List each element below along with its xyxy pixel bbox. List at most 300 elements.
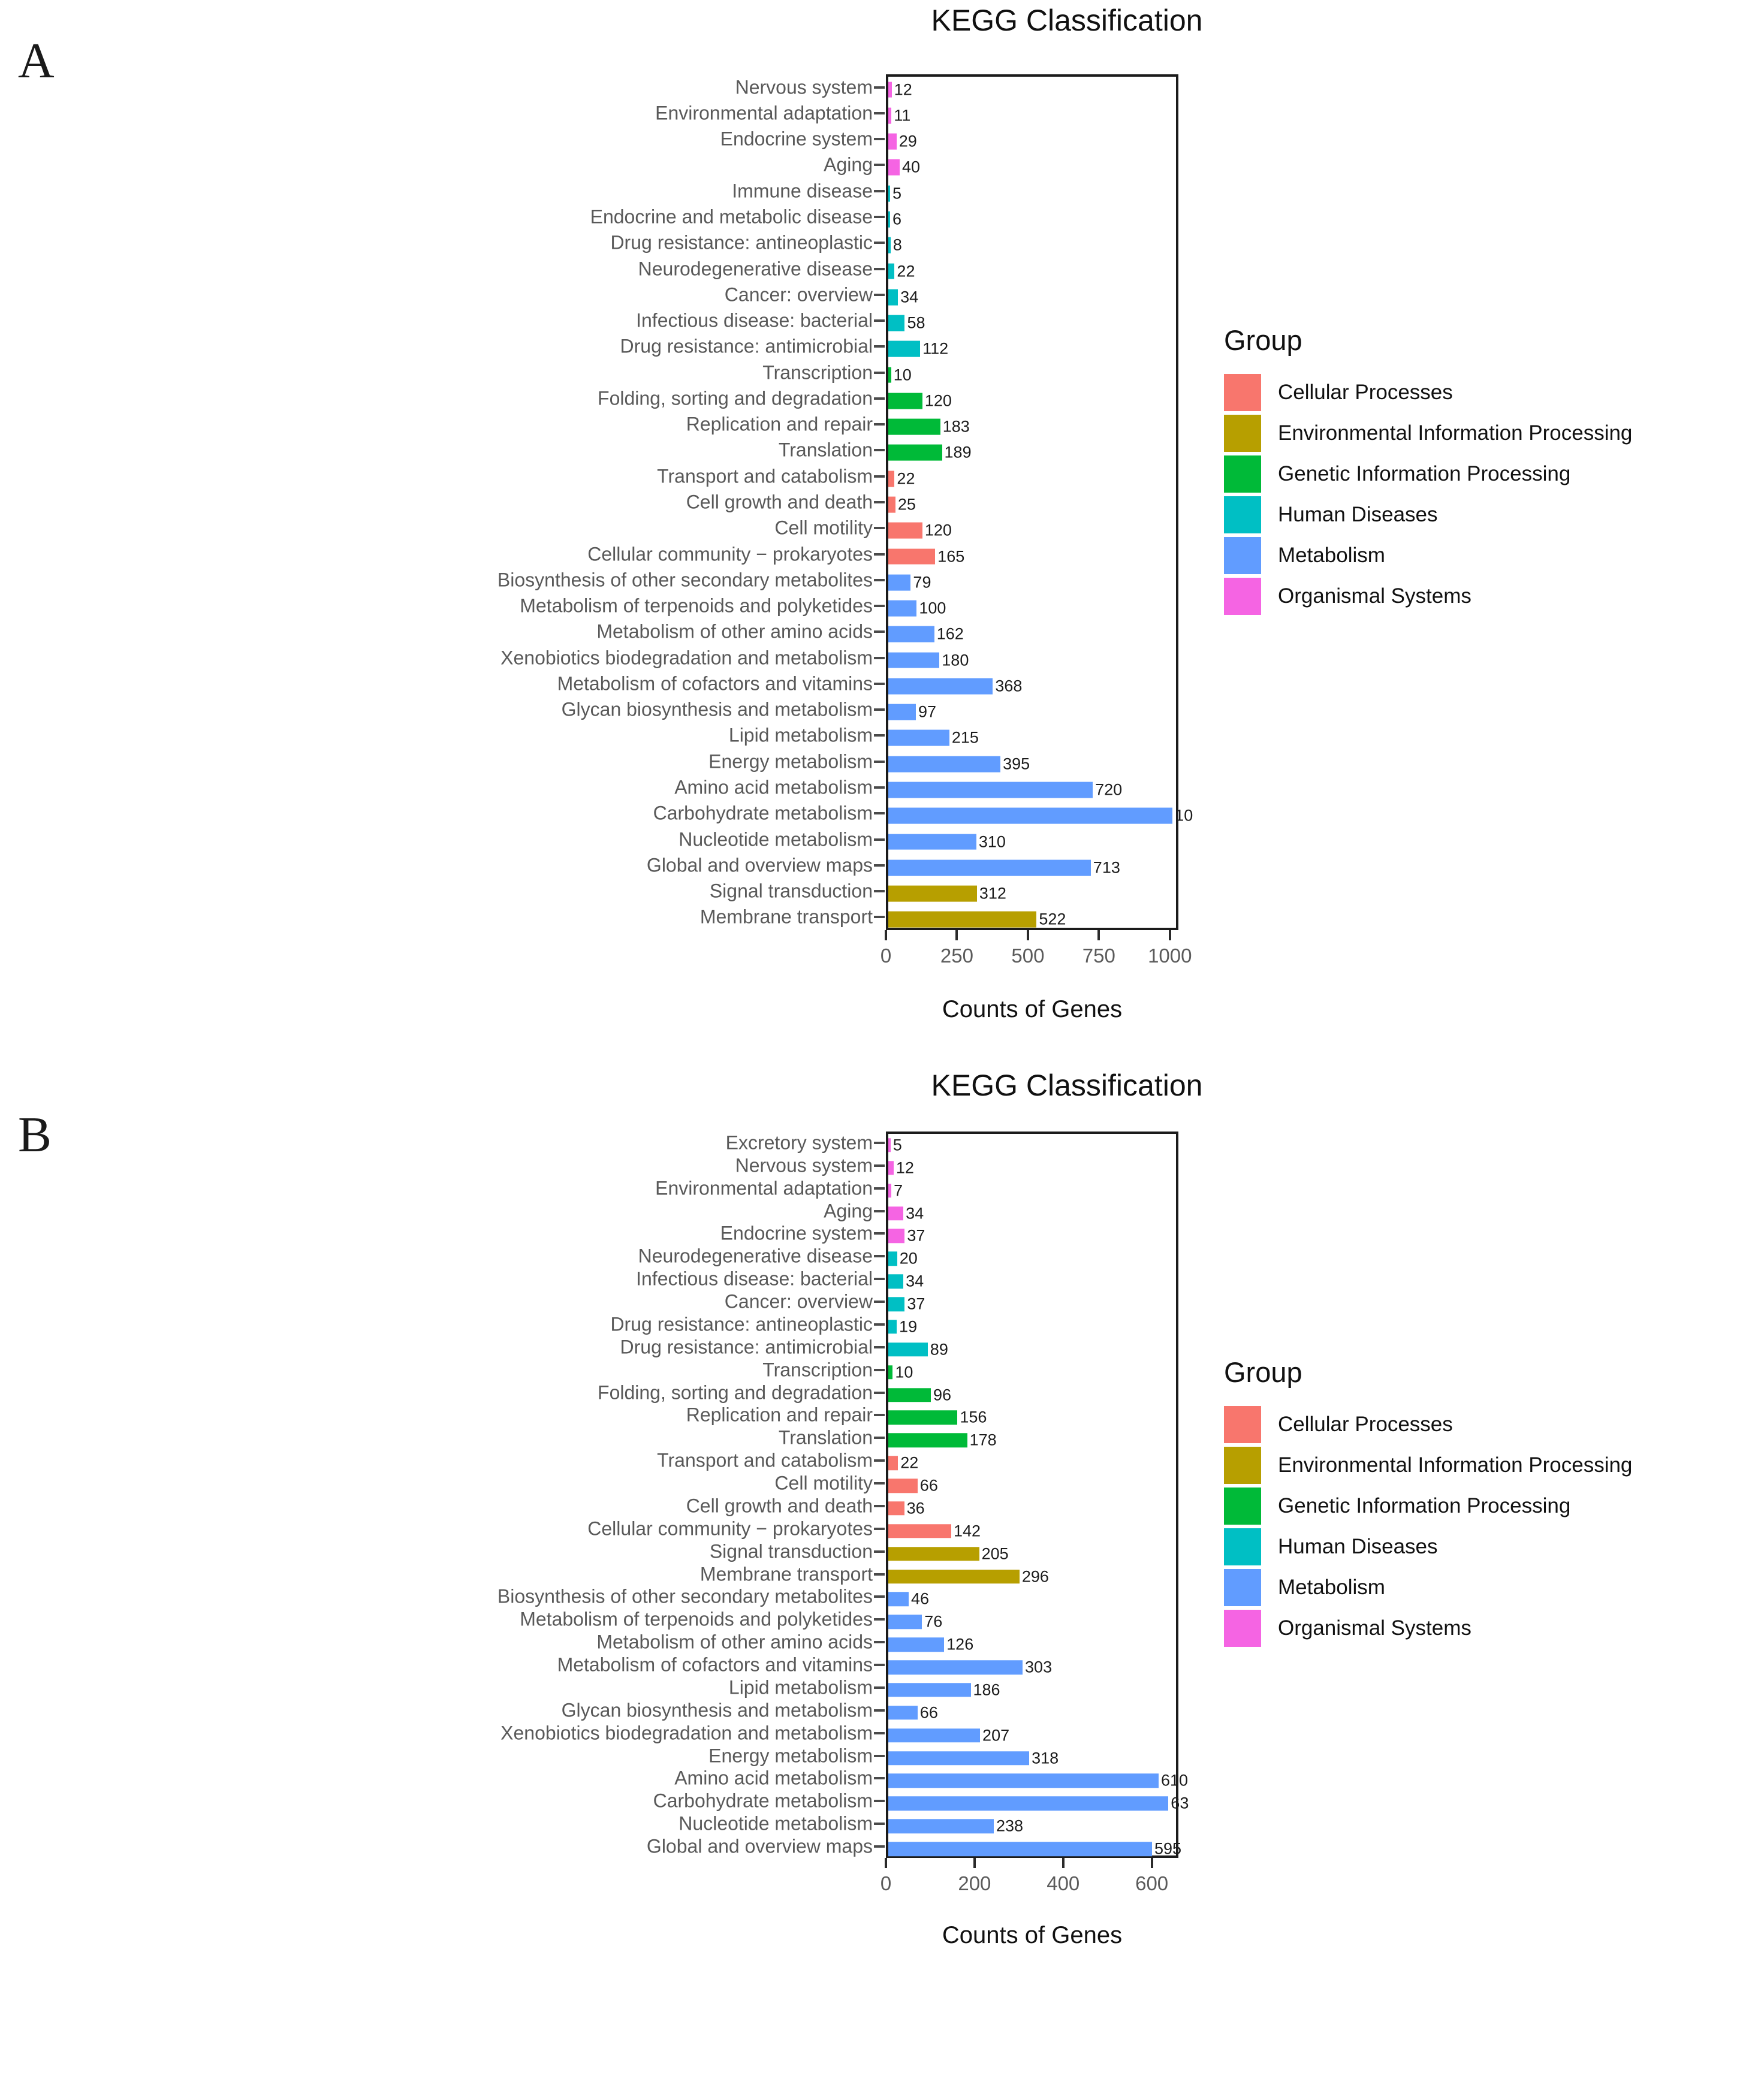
y-axis-category-label: Nucleotide metabolism <box>679 828 873 850</box>
bar[interactable] <box>888 1138 891 1152</box>
legend-item[interactable] <box>1224 413 1632 454</box>
y-axis-tick <box>874 838 885 841</box>
bar[interactable] <box>888 1161 894 1175</box>
legend-item[interactable] <box>1224 1404 1632 1445</box>
bar[interactable] <box>888 107 891 123</box>
bar-row[interactable] <box>888 621 1176 647</box>
legend-a <box>1224 324 1632 617</box>
y-axis-category-label: Environmental adaptation <box>655 102 873 124</box>
bar-value-label: 5 <box>892 184 902 203</box>
bar-row[interactable] <box>888 129 1176 155</box>
x-axis-tick-label: 500 <box>1011 945 1045 967</box>
y-axis-category-label: Infectious disease: bacterial <box>636 1268 873 1290</box>
bar[interactable] <box>888 1229 904 1243</box>
y-axis-tick <box>874 734 885 737</box>
bar-row[interactable] <box>888 1543 1176 1565</box>
bar[interactable] <box>888 1501 904 1515</box>
bar[interactable] <box>888 678 993 694</box>
x-axis-tick <box>1097 930 1100 940</box>
bar-row[interactable] <box>888 1474 1176 1497</box>
bar-value-label: 63 <box>1171 1794 1189 1812</box>
bar[interactable] <box>888 367 891 383</box>
y-axis-category-label: Neurodegenerative disease <box>638 1245 873 1267</box>
legend-b <box>1224 1356 1632 1649</box>
bar-value-label: 303 <box>1025 1658 1053 1676</box>
bar-row[interactable] <box>888 1361 1176 1384</box>
y-axis-tick <box>874 1164 885 1167</box>
legend-title-b: Group <box>1224 1356 1302 1388</box>
bar[interactable] <box>888 1320 897 1333</box>
y-axis-tick <box>874 1278 885 1280</box>
bar-row[interactable] <box>888 803 1193 829</box>
bar[interactable] <box>888 1774 1159 1788</box>
bar-value-label: 156 <box>960 1408 987 1426</box>
bar-row[interactable] <box>888 673 1176 699</box>
bar[interactable] <box>888 886 977 902</box>
y-axis-category-label: Cellular community − prokaryotes <box>587 543 873 565</box>
y-axis-category-label: Translation <box>778 1426 873 1449</box>
bar[interactable] <box>888 1388 931 1402</box>
bar-value-label: 180 <box>942 651 969 669</box>
y-axis-tick <box>874 1142 885 1144</box>
y-axis-category-label: Aging <box>824 1200 873 1222</box>
bar-row[interactable] <box>888 699 1176 725</box>
x-axis-tick-label: 400 <box>1047 1872 1080 1894</box>
y-axis-category-label: Drug resistance: antimicrobial <box>620 335 873 357</box>
y-axis-tick <box>874 1323 885 1326</box>
y-axis-category-label: Drug resistance: antineoplastic <box>610 231 873 254</box>
y-axis-tick <box>874 527 885 529</box>
bar[interactable] <box>888 1819 994 1833</box>
bar-row[interactable] <box>888 777 1176 802</box>
x-axis-tick-label: 0 <box>880 1872 892 1894</box>
y-axis-category-label: Cancer: overview <box>724 283 873 306</box>
y-axis-category-label: Immune disease <box>732 180 873 202</box>
legend-item[interactable] <box>1224 454 1632 494</box>
bar-row[interactable] <box>888 1179 1176 1202</box>
bar-row[interactable] <box>888 647 1176 673</box>
y-axis-tick <box>874 579 885 581</box>
chart-title-b: KEGG Classification <box>931 1069 1203 1102</box>
bar-row[interactable] <box>888 77 1176 102</box>
bar-value-label: 22 <box>900 1453 919 1472</box>
bar[interactable] <box>888 159 900 176</box>
bar-value-label: 205 <box>981 1544 1009 1563</box>
bar[interactable] <box>888 1184 891 1197</box>
y-axis-category-label: Cancer: overview <box>724 1290 873 1312</box>
legend-item-label: Organismal Systems <box>1278 1616 1471 1640</box>
bar-row[interactable] <box>888 491 1176 517</box>
bar-row[interactable] <box>888 1815 1176 1837</box>
bar-row[interactable] <box>888 1792 1189 1815</box>
bar-value-label: 395 <box>1003 755 1030 773</box>
legend-color-swatch-icon <box>1224 578 1261 615</box>
bar[interactable] <box>888 263 894 279</box>
y-axis-tick <box>874 1595 885 1598</box>
bar-row[interactable] <box>888 1610 1176 1633</box>
bar[interactable] <box>888 1524 951 1538</box>
bar-value-label: 162 <box>936 624 964 643</box>
bar[interactable] <box>888 1411 957 1425</box>
y-axis-category-label: Transport and catabolism <box>657 1449 873 1471</box>
y-axis-category-label: Carbohydrate metabolism <box>653 802 873 824</box>
bar-row[interactable] <box>888 310 1176 336</box>
legend-item[interactable] <box>1224 1608 1632 1649</box>
bar-row[interactable] <box>888 1225 1176 1248</box>
y-axis-category-label: Membrane transport <box>699 1563 873 1585</box>
y-axis-category-label: Infectious disease: bacterial <box>636 309 873 331</box>
bar-row[interactable] <box>888 1157 1176 1179</box>
bar-row[interactable] <box>888 1247 1176 1270</box>
bar-value-label: 46 <box>911 1589 930 1608</box>
y-axis-tick <box>874 1641 885 1643</box>
bar-value-label: 178 <box>969 1431 997 1449</box>
y-axis-tick <box>874 423 885 426</box>
bar[interactable] <box>888 419 940 435</box>
bar-value-label: 8 <box>892 236 902 254</box>
bar-row[interactable] <box>888 102 1176 128</box>
y-axis-category-label: Aging <box>824 153 873 176</box>
bar-value-label: 368 <box>995 677 1023 695</box>
x-axis-tick <box>973 1858 976 1868</box>
bar[interactable] <box>888 756 1000 772</box>
bar-value-label: 76 <box>924 1612 943 1631</box>
y-axis-category-label: Xenobiotics biodegradation and metabolism <box>500 647 873 669</box>
bar-row[interactable] <box>888 1656 1176 1679</box>
bar-row[interactable] <box>888 1565 1176 1588</box>
legend-item-label: Cellular Processes <box>1278 1413 1453 1436</box>
legend-item-label: Genetic Information Processing <box>1278 462 1571 485</box>
plot-area-a <box>886 74 1193 930</box>
bar-value-label: 37 <box>907 1226 925 1245</box>
y-axis-category-label: Nervous system <box>735 76 873 98</box>
bar-value-label: 20 <box>899 1249 918 1268</box>
y-axis-tick <box>874 86 885 89</box>
bar-row[interactable] <box>888 1770 1189 1793</box>
x-axis-title-b: Counts of Genes <box>942 1922 1123 1948</box>
legend-item-label: Metabolism <box>1278 1576 1385 1599</box>
bar[interactable] <box>888 134 897 150</box>
bar-row[interactable] <box>888 751 1176 777</box>
bar-row[interactable] <box>888 362 1176 388</box>
x-axis-tick-label: 750 <box>1082 945 1115 967</box>
plot-area-b <box>886 1132 1189 1858</box>
bar-row[interactable] <box>888 1747 1176 1770</box>
legend-items-b <box>1224 1404 1632 1649</box>
bar-row[interactable] <box>888 1429 1176 1452</box>
bar-row[interactable] <box>888 180 1176 206</box>
bar-row[interactable] <box>888 440 1176 466</box>
bar-value-label: 22 <box>897 469 915 488</box>
y-axis-tick <box>874 1392 885 1394</box>
y-axis-category-label: Biosynthesis of other secondary metabolites <box>497 1585 873 1607</box>
bar-row[interactable] <box>888 518 1176 544</box>
bar-row[interactable] <box>888 1315 1176 1338</box>
y-axis-category-label: Cellular community − prokaryotes <box>587 1517 873 1540</box>
bar[interactable] <box>888 341 920 357</box>
bar-value-label: 58 <box>907 313 925 332</box>
legend-item[interactable] <box>1224 1486 1632 1526</box>
bar-value-label: 10 <box>893 366 912 384</box>
bar-value-label: 12 <box>895 1158 914 1177</box>
bar[interactable] <box>888 1342 928 1356</box>
legend-item[interactable] <box>1224 1526 1632 1567</box>
y-axis-tick <box>874 216 885 218</box>
legend-title-a: Group <box>1224 324 1302 356</box>
bar-row[interactable] <box>888 1452 1176 1474</box>
bar[interactable] <box>888 704 916 720</box>
y-axis-category-label: Biosynthesis of other secondary metabolites <box>497 569 873 591</box>
y-axis-tick <box>874 1777 885 1779</box>
legend-item-label: Environmental Information Processing <box>1278 421 1633 445</box>
bar[interactable] <box>888 859 1091 876</box>
bar-value-label: 112 <box>922 339 949 358</box>
bar[interactable] <box>888 1252 897 1266</box>
bar[interactable] <box>888 912 1036 928</box>
y-axis-category-label: Drug resistance: antimicrobial <box>620 1336 873 1358</box>
bar[interactable] <box>888 1706 918 1719</box>
bar[interactable] <box>888 574 910 590</box>
bar-value-label: 120 <box>924 391 952 410</box>
y-axis-tick <box>874 1618 885 1621</box>
bar[interactable] <box>888 1479 918 1492</box>
bar[interactable] <box>888 1547 979 1561</box>
y-axis-tick <box>874 1437 885 1439</box>
legend-color-swatch-icon <box>1224 1406 1261 1443</box>
bar[interactable] <box>888 185 890 201</box>
bar-row[interactable] <box>888 1407 1176 1429</box>
bar-row[interactable] <box>888 1384 1176 1407</box>
legend-item[interactable] <box>1224 494 1632 535</box>
y-axis-category-label: Replication and repair <box>686 413 873 435</box>
y-axis-category-label: Folding, sorting and degradation <box>598 387 873 409</box>
bar[interactable] <box>888 1683 971 1697</box>
bar-row[interactable] <box>888 725 1176 751</box>
bar[interactable] <box>888 1434 967 1447</box>
bar[interactable] <box>888 834 976 850</box>
bar[interactable] <box>888 1615 922 1629</box>
bar[interactable] <box>888 237 891 254</box>
legend-item[interactable] <box>1224 576 1632 617</box>
bar-row[interactable] <box>888 1679 1176 1701</box>
y-axis-category-label: Endocrine and metabolic disease <box>590 206 873 228</box>
bar-value-label: 79 <box>913 573 931 592</box>
bar[interactable] <box>888 1274 903 1288</box>
legend-item[interactable] <box>1224 535 1632 576</box>
legend-color-swatch-icon <box>1224 1610 1261 1647</box>
bar-row[interactable] <box>888 1338 1176 1361</box>
y-axis-tick <box>874 1301 885 1303</box>
bar[interactable] <box>888 523 922 539</box>
bar-value-label: 7 <box>894 1181 903 1200</box>
bar-row[interactable] <box>888 233 1176 258</box>
y-axis-category-label: Cell motility <box>774 1472 873 1494</box>
y-axis-category-label: Global and overview maps <box>646 1835 873 1857</box>
y-axis-tick <box>874 916 885 918</box>
x-axis-tick-label: 200 <box>958 1872 991 1894</box>
bar-value-label: 610 <box>1161 1771 1189 1790</box>
y-axis-tick <box>874 630 885 633</box>
bar-value-label: 36 <box>906 1499 925 1517</box>
y-axis-tick <box>874 112 885 114</box>
bar-row[interactable] <box>888 1270 1176 1293</box>
bar-row[interactable] <box>888 595 1176 621</box>
bar[interactable] <box>888 289 898 305</box>
bar-row[interactable] <box>888 1202 1176 1225</box>
bar[interactable] <box>888 1797 1168 1811</box>
bar-row[interactable] <box>888 855 1176 880</box>
bar-row[interactable] <box>888 206 1176 232</box>
bar[interactable] <box>888 1365 892 1379</box>
bar-row[interactable] <box>888 1837 1181 1860</box>
bar[interactable] <box>888 445 942 461</box>
y-axis-category-label: Metabolism of cofactors and vitamins <box>557 1654 873 1676</box>
bar-row[interactable] <box>888 414 1176 440</box>
bar[interactable] <box>888 1660 1023 1674</box>
bar[interactable] <box>888 315 904 331</box>
y-axis-tick <box>874 864 885 867</box>
bar[interactable] <box>888 1637 944 1651</box>
bar-value-label: 89 <box>930 1340 948 1359</box>
y-axis-tick <box>874 1845 885 1848</box>
bar-row[interactable] <box>888 155 1176 180</box>
bar-value-label: 183 <box>942 417 970 436</box>
bar-value-label: 40 <box>901 158 920 176</box>
bar-row[interactable] <box>888 1134 1176 1157</box>
bar-value-label: 11 <box>894 106 911 125</box>
y-axis-labels-b <box>0 1132 873 1858</box>
y-axis-tick <box>874 345 885 348</box>
y-axis-category-label: Nervous system <box>735 1154 873 1176</box>
bar-row[interactable] <box>888 1724 1176 1747</box>
bar-value-label: 34 <box>906 1272 924 1290</box>
bar-value-label: 34 <box>900 288 919 306</box>
figure-panel-b <box>0 1050 1758 2100</box>
bar[interactable] <box>888 808 1172 824</box>
bar[interactable] <box>888 1297 904 1311</box>
bar-rows-b <box>888 1134 1189 1858</box>
y-axis-category-label: Endocrine system <box>720 1222 873 1244</box>
bar-value-label: 165 <box>937 547 965 566</box>
bar[interactable] <box>888 548 935 565</box>
bar-row[interactable] <box>888 569 1176 595</box>
x-axis-tick-label: 250 <box>940 945 973 967</box>
bar[interactable] <box>888 1206 903 1220</box>
y-axis-tick <box>874 1686 885 1689</box>
y-axis-category-label: Global and overview maps <box>646 854 873 876</box>
bar[interactable] <box>888 1570 1020 1583</box>
bar-row[interactable] <box>888 336 1176 362</box>
bar[interactable] <box>888 730 949 746</box>
bar[interactable] <box>888 601 916 617</box>
legend-item[interactable] <box>1224 372 1632 413</box>
bar-row[interactable] <box>888 1293 1176 1315</box>
y-axis-tick <box>874 890 885 892</box>
bar-value-label: 189 <box>944 443 972 461</box>
bar[interactable] <box>888 393 922 409</box>
bar[interactable] <box>888 626 934 642</box>
x-axis-tick-label: 1000 <box>1148 945 1192 967</box>
y-axis-category-label: Transport and catabolism <box>657 465 873 487</box>
y-axis-tick <box>874 1505 885 1507</box>
bar-row[interactable] <box>888 284 1176 310</box>
y-axis-tick <box>874 683 885 685</box>
bar-value-label: 97 <box>918 702 936 721</box>
bar[interactable] <box>888 212 890 228</box>
y-axis-tick <box>874 1573 885 1576</box>
bar-row[interactable] <box>888 1497 1176 1520</box>
bar-row[interactable] <box>888 907 1176 933</box>
legend-item-label: Cellular Processes <box>1278 381 1453 404</box>
y-axis-category-label: Membrane transport <box>699 906 873 928</box>
y-axis-tick <box>874 294 885 296</box>
y-axis-tick <box>874 1414 885 1416</box>
bar[interactable] <box>888 497 895 513</box>
bar-row[interactable] <box>888 466 1176 491</box>
y-axis-category-label: Nucleotide metabolism <box>679 1812 873 1835</box>
bar-value-label: 120 <box>924 521 952 539</box>
legend-item-label: Organismal Systems <box>1278 584 1471 608</box>
bar[interactable] <box>888 82 892 98</box>
y-axis-category-label: Transcription <box>762 361 873 384</box>
bar[interactable] <box>888 1456 898 1470</box>
y-axis-labels-a <box>0 74 873 930</box>
bar-row[interactable] <box>888 880 1176 906</box>
bar[interactable] <box>888 1842 1152 1855</box>
bar-row[interactable] <box>888 544 1176 569</box>
bar[interactable] <box>888 1751 1029 1765</box>
bar[interactable] <box>888 782 1093 798</box>
y-axis-tick <box>874 1459 885 1462</box>
bar-row[interactable] <box>888 829 1176 855</box>
bar-row[interactable] <box>888 1588 1176 1611</box>
bar-value-label: 22 <box>897 262 915 280</box>
bar-row[interactable] <box>888 258 1176 284</box>
bar[interactable] <box>888 470 894 487</box>
y-axis-tick <box>874 1755 885 1757</box>
bar-value-label: 595 <box>1154 1839 1181 1858</box>
y-axis-category-label: Environmental adaptation <box>655 1177 873 1199</box>
x-axis-tick <box>955 930 958 940</box>
bar[interactable] <box>888 652 939 668</box>
legend-item[interactable] <box>1224 1445 1632 1486</box>
x-axis-tick-label: 600 <box>1135 1872 1169 1894</box>
y-axis-category-label: Transcription <box>762 1359 873 1381</box>
bar-value-label: 5 <box>892 1136 902 1154</box>
bar-value-label: 12 <box>894 80 912 99</box>
y-axis-tick <box>874 1210 885 1212</box>
legend-item[interactable] <box>1224 1567 1632 1608</box>
legend-color-swatch-icon <box>1224 415 1261 452</box>
bar-row[interactable] <box>888 388 1176 414</box>
y-axis-category-label: Xenobiotics biodegradation and metabolism <box>500 1722 873 1744</box>
y-axis-tick <box>874 1800 885 1802</box>
bar-value-label: 142 <box>953 1522 981 1540</box>
bar-row[interactable] <box>888 1701 1176 1724</box>
bar-value-label: 25 <box>897 495 916 514</box>
legend-color-swatch-icon <box>1224 1569 1261 1606</box>
legend-items-a <box>1224 372 1632 617</box>
bar[interactable] <box>888 1592 909 1606</box>
x-axis-tick <box>1169 930 1171 940</box>
x-axis-title-a: Counts of Genes <box>942 996 1123 1022</box>
bar[interactable] <box>888 1728 980 1742</box>
y-axis-tick <box>874 138 885 140</box>
bar-row[interactable] <box>888 1633 1176 1656</box>
y-axis-tick <box>874 1709 885 1712</box>
bar-row[interactable] <box>888 1520 1176 1543</box>
y-axis-tick <box>874 786 885 789</box>
